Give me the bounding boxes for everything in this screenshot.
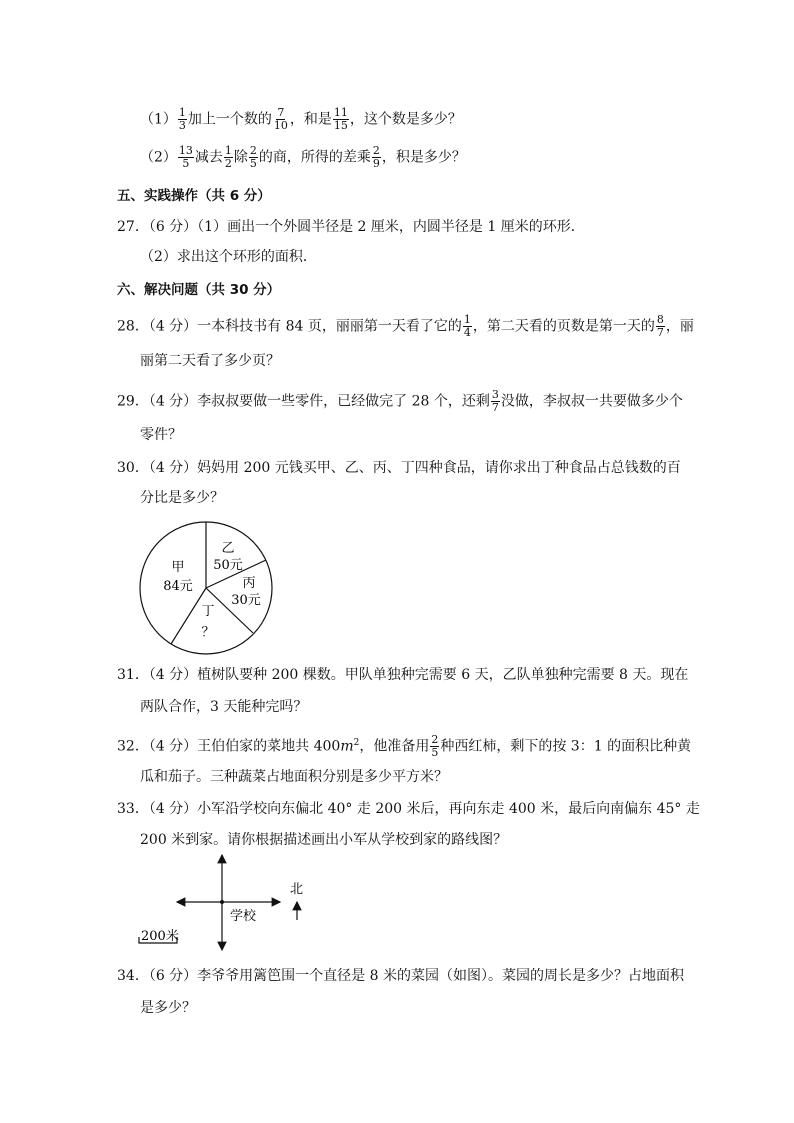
text: 除: [233, 149, 248, 166]
text: 32．（4 分）王伯伯家的菜地共 400: [117, 738, 341, 755]
q26-part1: [140, 107, 462, 132]
text: 的商，所得的差乘: [258, 149, 371, 166]
question-32-line2: 瓜和茄子。三种蔬菜占地面积分别是多少平方米？: [140, 769, 448, 785]
text: 没做，李叔叔一共要做多少个: [500, 393, 683, 410]
fraction: $\frac{3}{7}$: [491, 388, 499, 414]
text: 种西红柿，剩下的按 3：1 的面积比种黄: [440, 738, 692, 755]
direction-map: [130, 850, 320, 960]
pie-label-ding: 丁: [201, 604, 215, 619]
question-29-line2: 零件？: [140, 427, 182, 443]
question-30-line2: 分比是多少？: [140, 490, 224, 506]
fraction: $\frac{2}{9}$: [372, 144, 380, 170]
pie-label-bing: 丙: [242, 576, 256, 591]
text: 加上一个数的: [187, 111, 272, 128]
fraction: $\frac{7}{10}$: [273, 106, 288, 132]
pie-value-jia: 84元: [163, 579, 193, 594]
pie-figure: [138, 515, 284, 661]
question-27-line2: （2）求出这个环形的面积．: [140, 249, 317, 265]
section-heading: 六、解决问题（共 30 分）: [117, 282, 281, 298]
text: ，这个数是多少？: [349, 111, 462, 128]
text: ，第二天看的页数是第一天的: [472, 318, 655, 335]
question-32-line1: [117, 733, 691, 759]
question-33-line2: 200 米到家。请你根据描述画出小军从学校到家的路线图？: [140, 832, 508, 848]
question-34-line1: 34．（6 分）李爷爷用篱笆围一个直径是 8 米的菜园（如图）。菜园的周长是多少？占地面积: [117, 968, 684, 984]
superscript: 2: [353, 738, 360, 748]
section-heading: 五、实践操作（共 6 分）: [117, 188, 271, 204]
question-30-line1: 30．（4 分）妈妈用 200 元钱买甲、乙、丙、丁四种食品，请你求出丁种食品占总钱数的百: [117, 460, 681, 476]
q26-part2: [140, 145, 466, 170]
text: 28．（4 分）一本科技书有 84 页，丽丽第一天看了它的: [117, 318, 462, 335]
pie-value-yi: 50元: [213, 558, 243, 573]
text: ，和是: [289, 111, 332, 128]
school-label: 学校: [230, 909, 257, 924]
text: ，他准备用: [359, 738, 430, 755]
text: 减去: [194, 149, 223, 166]
part-label: （2）: [140, 149, 177, 166]
question-33-line1: 33．（4 分）小军沿学校向东偏北 40° 走 200 米后，再向东走 400 米，最后向南偏东 45° 走: [117, 801, 700, 817]
fraction: $\frac{2}{5}$: [249, 144, 257, 170]
fraction: $\frac{2}{5}$: [431, 733, 439, 760]
unit: m: [340, 738, 354, 755]
fraction: $\frac{11}{15}$: [333, 106, 348, 132]
fraction: $\frac{13}{5}$: [178, 144, 193, 170]
question-31-line2: 两队合作，3 天能种完吗？: [140, 699, 308, 715]
pie-label-jia: 甲: [171, 560, 185, 575]
text: 29．（4 分）李叔叔要做一些零件，已经做完了 28 个，还剩: [117, 393, 490, 410]
pie-value-bing: 30元: [231, 593, 261, 608]
north-label: 北: [290, 882, 304, 897]
fraction: $\frac{8}{7}$: [656, 313, 664, 339]
fraction: $\frac{1}{3}$: [178, 106, 186, 132]
question-28-line1: [117, 314, 694, 339]
question-29-line1: [117, 389, 683, 414]
scale-label: 200米: [141, 929, 179, 944]
pie-value-ding: ？: [201, 625, 215, 640]
question-28-line2: 丽第二天看了多少页？: [140, 353, 280, 369]
text: ，积是多少？: [381, 149, 466, 166]
part-label: （1）: [140, 111, 177, 128]
pie-label-yi: 乙: [221, 541, 235, 556]
question-34-line2: 是多少？: [140, 1000, 196, 1016]
fraction: $\frac{1}{4}$: [463, 313, 471, 339]
school-point: [220, 900, 224, 904]
question-31-line1: 31．（4 分）植树队要种 200 棵数。甲队单独种完需要 6 天，乙队单独种完需要 8 天。现在: [117, 667, 689, 683]
question-27-line1: 27．（6 分）（1）画出一个外圆半径是 2 厘米，内圆半径是 1 厘米的环形．: [117, 219, 585, 235]
fraction: $\frac{1}{2}$: [224, 144, 232, 170]
text: ，丽: [665, 318, 694, 335]
